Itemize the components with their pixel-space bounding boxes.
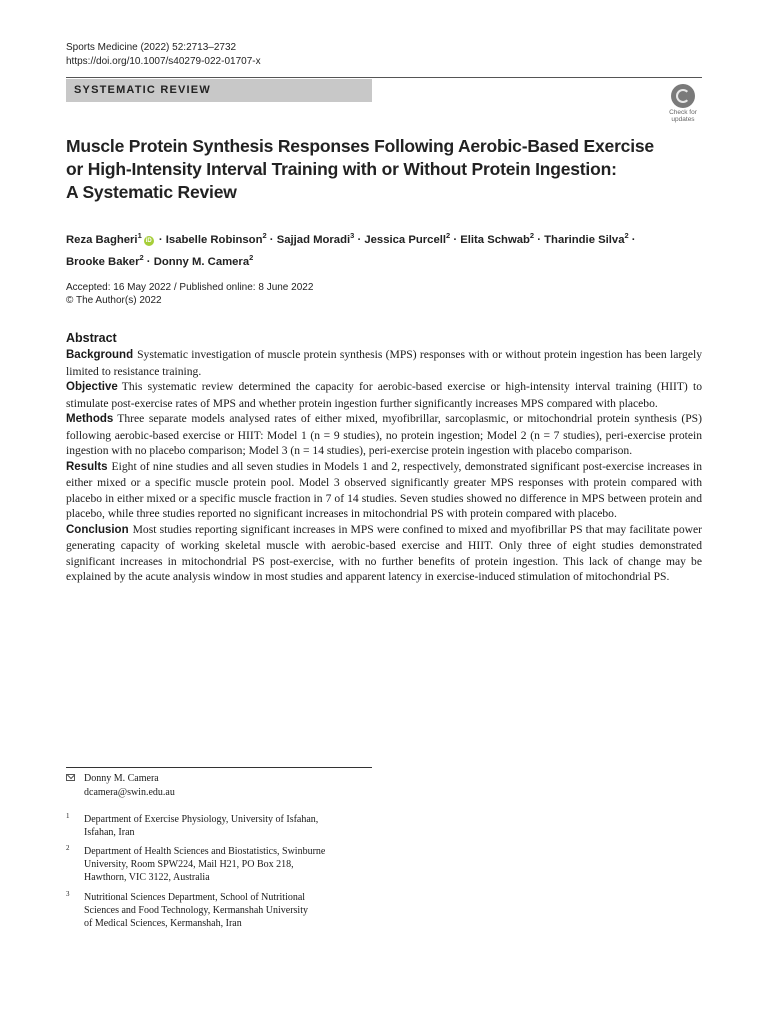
author-name[interactable]: Reza Bagheri [66, 233, 138, 246]
results-label: Results [66, 460, 108, 473]
abstract-background [66, 347, 702, 379]
section-banner: SYSTEMATIC REVIEW [66, 79, 372, 102]
article-title [66, 135, 666, 204]
affiliation-line: Nutritional Sciences Department, School of Nutritional [84, 892, 306, 903]
affiliation-2 [66, 845, 366, 884]
results-text: Eight of nine studies and all seven studies in Models 1 and 2, respectively, demonstrated significant post-exercise increases in either mixed or a specific muscle protein pool. Model 3 observed significantly greater MPS responses with protein compared with placebo in either mixed or a specific muscle fraction in 7 of 14 studies. Seven studies showed no difference in MPS between protein and placebo, while three studies reported no significant increases in mitochondrial PS with protein compared with placebo. [66, 459, 702, 520]
author-list [66, 227, 696, 271]
abstract-objective [66, 379, 702, 411]
title-line-2: or High-Intensity Interval Training with or Without Protein Ingestion: [66, 159, 617, 179]
author-name[interactable]: Sajjad Moradi [276, 233, 351, 246]
author-affiliation-mark: 2 [262, 231, 267, 240]
author-name[interactable]: Jessica Purcell [364, 233, 447, 246]
affiliation-number: 3 [66, 890, 70, 898]
author-separator: · [450, 233, 461, 246]
author-affiliation-mark: 2 [139, 252, 144, 262]
affiliation-line: Sciences and Food Technology, Kermanshah University [84, 905, 308, 916]
orcid-icon[interactable]: iD [145, 237, 152, 244]
author-affiliation-mark: 2 [529, 231, 535, 240]
header-rule [66, 77, 702, 78]
conclusion-text: Most studies reporting significant increases in MPS were confined to mixed and myofibrillar PS that may facilitate power generating capacity of working skeletal muscle with aerobic-based exercise and HIIT. Only three of eight studies demonstrated significant increases in mitochondrial PS post-exercise, with no further benefits of protein ingestion. This lack of change may be explained by the acute analysis window in most studies and apparent latency in exercise-induced stimulation of mitochondrial PS. [66, 522, 702, 583]
corresponding-email[interactable]: dcamera@swin.edu.au [84, 787, 175, 798]
author-separator: · [534, 233, 545, 246]
author-separator: · [143, 255, 154, 268]
title-line-1: Muscle Protein Synthesis Responses Following Aerobic-Based Exercise [66, 136, 654, 156]
doi-link[interactable]: https://doi.org/10.1007/s40279-022-01707-x [66, 56, 261, 67]
affiliation-number: 2 [66, 844, 70, 852]
author-separator: · [628, 233, 636, 246]
affiliation-line: of Medical Sciences, Kermanshah, Iran [84, 918, 242, 929]
corresponding-name: Donny M. Camera [84, 773, 159, 784]
objective-label: Objective [66, 381, 118, 393]
methods-text: Three separate models analysed rates of either mixed, myofibrillar, sarcoplasmic, or mitochondrial protein synthesis (PS) following aerobic-based exercise or HIIT: Model 1 (n = 9 studies), no protein ingestion; Model 2 (n = 7 studies), peri-exercise protein ingestion with no placebo comparison; Model 3 (n = 14 studies), peri-exercise protein ingestion with placebo comparison. [66, 412, 702, 457]
abstract-section [66, 330, 702, 585]
author-name[interactable]: Tharindie Silva [544, 233, 625, 246]
author-affiliation-mark: 2 [249, 252, 254, 262]
author-line-1 [66, 227, 696, 249]
background-text: Systematic investigation of muscle protein synthesis (MPS) responses with or without protein ingestion has been largely limited to resistance training. [66, 348, 702, 378]
background-label: Background [66, 349, 134, 361]
author-name[interactable]: Isabelle Robinson [165, 233, 263, 246]
publication-dates [66, 281, 313, 307]
author-separator: · [155, 233, 166, 246]
author-separator: · [266, 233, 277, 246]
abstract-heading: Abstract [66, 331, 117, 345]
author-affiliation-mark: 2 [624, 231, 629, 240]
journal-header [66, 41, 261, 69]
methods-label: Methods [66, 413, 114, 425]
affiliation-line: Hawthorn, VIC 3122, Australia [84, 872, 210, 883]
objective-text: This systematic review determined the capacity for aerobic-based exercise or high-intensity interval training (HIIT) to stimulate post-exercise rates of MPS and whether protein ingestion further significantly increases MPS compared with placebo. [66, 380, 702, 410]
copyright: © The Author(s) 2022 [66, 295, 162, 306]
author-separator: · [354, 233, 365, 246]
affiliation-line: Department of Health Sciences and Biostatistics, Swinburne [84, 846, 326, 857]
author-affiliation-mark: 1 [137, 231, 142, 240]
affiliation-1 [66, 813, 366, 839]
author-name[interactable]: Elita Schwab [460, 233, 530, 246]
accepted-published: Accepted: 16 May 2022 / Published online: 8 June 2022 [66, 282, 314, 293]
affiliation-line: University, Room SPW224, Mail H21, PO Box 218, [84, 859, 294, 870]
abstract-conclusion [66, 522, 702, 585]
author-affiliation-mark: 2 [446, 231, 451, 240]
abstract-results [66, 459, 702, 522]
conclusion-label: Conclusion [66, 523, 129, 536]
author-name[interactable]: Donny M. Camera [153, 255, 250, 268]
affiliation-3 [66, 891, 366, 930]
title-line-3: A Systematic Review [66, 182, 237, 202]
check-for-updates-badge[interactable] [663, 84, 703, 124]
abstract-methods [66, 411, 702, 459]
author-line-2 [66, 249, 696, 271]
badge-label: Check for updates [669, 109, 697, 123]
affiliation-line: Department of Exercise Physiology, University of Isfahan, [84, 814, 319, 825]
footnote-rule [66, 767, 372, 768]
affiliation-line: Isfahan, Iran [84, 827, 135, 838]
author-name[interactable]: Brooke Baker [66, 255, 140, 268]
affiliation-number: 1 [66, 812, 70, 820]
journal-citation: Sports Medicine (2022) 52:2713–2732 [66, 42, 237, 53]
author-affiliation-mark: 3 [350, 231, 355, 240]
corresponding-author [66, 772, 175, 800]
crossmark-icon [671, 84, 695, 108]
envelope-icon [66, 774, 75, 781]
